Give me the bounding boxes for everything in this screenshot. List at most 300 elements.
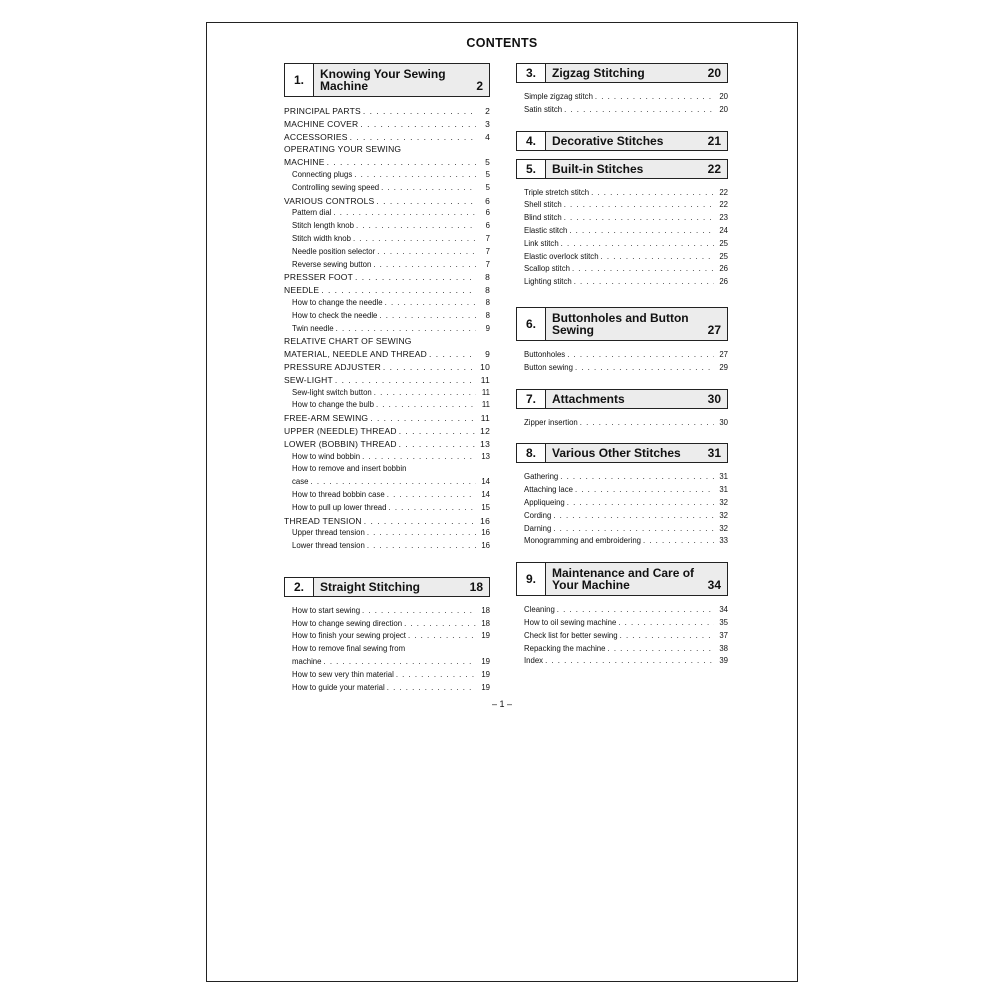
entry-title: PRESSURE ADJUSTER <box>284 361 381 372</box>
toc-entry <box>284 220 490 233</box>
dot-leader <box>321 284 476 297</box>
entry-title: MACHINE <box>284 157 325 168</box>
toc-entry <box>284 387 490 400</box>
section-number: 4. <box>517 132 546 150</box>
dot-leader <box>335 374 476 387</box>
section-title: Straight Stitching <box>320 579 420 594</box>
toc-entry <box>284 605 490 618</box>
section-entries-1 <box>284 105 490 553</box>
entry-page: 31 <box>719 472 728 482</box>
entry-title: Gathering <box>524 472 559 482</box>
dot-leader <box>377 246 476 259</box>
section-page: 27 <box>707 322 721 337</box>
left-column <box>284 63 490 708</box>
section-page: 20 <box>707 66 721 80</box>
section-number: 1. <box>285 64 314 96</box>
toc-entry <box>284 348 490 361</box>
toc-entry <box>284 656 490 669</box>
entry-title: Zipper insertion <box>524 417 578 427</box>
dot-leader <box>362 605 476 618</box>
toc-entry <box>516 497 728 510</box>
section-entries-5 <box>516 187 728 289</box>
entry-page: 20 <box>719 104 728 114</box>
entry-title: How to oil sewing machine <box>524 617 617 627</box>
entry-title: How to change the bulb <box>292 400 374 410</box>
toc-entry <box>284 284 490 297</box>
toc-entry <box>284 399 490 412</box>
entry-page: 11 <box>480 374 490 385</box>
toc-entry <box>516 199 728 212</box>
dot-leader <box>564 104 714 117</box>
section-heading-7 <box>516 389 728 409</box>
entry-title: How to change the needle <box>292 297 383 307</box>
toc-entry <box>284 502 490 515</box>
entry-title: Lower thread tension <box>292 541 365 551</box>
entry-title: THREAD TENSION <box>284 515 362 526</box>
dot-leader <box>601 251 714 264</box>
dot-leader <box>379 310 476 323</box>
dot-leader <box>607 643 714 656</box>
page-title: CONTENTS <box>466 36 538 50</box>
entry-title: Link stitch <box>524 238 559 248</box>
entry-title: FREE-ARM SEWING <box>284 413 369 424</box>
entry-title: How to start sewing <box>292 605 361 615</box>
section-page: 34 <box>707 578 721 593</box>
entry-page: 38 <box>719 643 728 653</box>
entry-title: How to sew very thin material <box>292 669 394 679</box>
toc-entry <box>516 471 728 484</box>
section-title: Buttonholes and Button Sewing <box>552 310 689 337</box>
entry-page: 5 <box>485 169 490 179</box>
dot-leader <box>356 220 476 233</box>
entry-page: 14 <box>481 489 490 499</box>
entry-page: 8 <box>485 285 490 296</box>
toc-entry <box>516 523 728 536</box>
section-entries-3 <box>516 91 728 117</box>
dot-leader <box>429 348 476 361</box>
dot-leader <box>575 484 714 497</box>
toc-entry <box>284 669 490 682</box>
dot-leader <box>353 233 476 246</box>
dot-leader <box>374 387 476 400</box>
dot-leader <box>618 617 714 630</box>
toc-entry <box>516 349 728 362</box>
section-page: 30 <box>707 391 721 406</box>
entry-title: case <box>292 477 309 487</box>
entry-title: Cording <box>524 510 552 520</box>
entry-title: Twin needle <box>292 323 334 333</box>
entry-title: How to remove and insert bobbin <box>292 464 407 474</box>
section-entries-6 <box>516 349 728 375</box>
entry-title: UPPER (NEEDLE) THREAD <box>284 425 397 436</box>
entry-title: How to remove final sewing from <box>292 644 406 654</box>
entry-page: 19 <box>481 657 490 667</box>
section-entries-9 <box>516 604 728 668</box>
entry-title: How to change sewing direction <box>292 618 403 628</box>
section-title: Zigzag Stitching <box>552 66 645 80</box>
dot-leader <box>553 523 714 536</box>
entry-page: 11 <box>481 400 490 410</box>
dot-leader <box>564 199 714 212</box>
dot-leader <box>360 118 476 131</box>
entry-title: ACCESSORIES <box>284 131 348 142</box>
dot-leader <box>564 212 714 225</box>
dot-leader <box>396 669 476 682</box>
entry-page: 32 <box>719 523 728 533</box>
toc-entry <box>516 362 728 375</box>
entry-title: Lighting stitch <box>524 277 572 287</box>
dot-leader <box>387 682 476 695</box>
dot-leader <box>376 195 476 208</box>
dot-leader <box>385 297 476 310</box>
entry-title: Monogramming and embroidering <box>524 536 642 546</box>
toc-entry <box>516 484 728 497</box>
entry-page: 7 <box>485 233 490 243</box>
entry-page: 34 <box>719 605 728 615</box>
entry-page: 32 <box>719 510 728 520</box>
section-number: 7. <box>517 390 546 408</box>
toc-entry <box>516 604 728 617</box>
entry-title: Stitch width knob <box>292 233 351 243</box>
toc-entry <box>516 276 728 289</box>
toc-entry <box>284 233 490 246</box>
entry-page: 7 <box>485 259 490 269</box>
section-heading-4 <box>516 131 728 151</box>
toc-entry <box>284 271 490 284</box>
toc-entry <box>516 655 728 668</box>
dot-leader <box>580 417 714 430</box>
section-heading-9 <box>516 562 728 596</box>
entry-title: Elastic stitch <box>524 225 568 235</box>
entry-page: 26 <box>719 264 728 274</box>
dot-leader <box>350 131 476 144</box>
entry-page: 10 <box>480 361 490 372</box>
section-heading-2 <box>284 577 490 597</box>
toc-entry <box>516 510 728 523</box>
entry-page: 22 <box>719 200 728 210</box>
toc-entry <box>284 489 490 502</box>
dot-leader <box>595 91 714 104</box>
entry-page: 18 <box>481 618 490 628</box>
dot-leader <box>408 630 476 643</box>
entry-page: 33 <box>719 536 728 546</box>
toc-entry <box>284 310 490 323</box>
entry-page: 30 <box>719 417 728 427</box>
toc-entry <box>284 374 490 387</box>
dot-leader <box>310 476 476 489</box>
toc-entry <box>284 169 490 182</box>
entry-title: Pattern dial <box>292 208 332 218</box>
entry-title: Button sewing <box>524 362 573 372</box>
toc-entry <box>284 156 490 169</box>
entry-title: How to guide your material <box>292 682 385 692</box>
entry-page: 8 <box>485 310 490 320</box>
dot-leader <box>388 502 476 515</box>
dot-leader <box>560 471 714 484</box>
toc-entry <box>516 104 728 117</box>
section-page: 31 <box>707 446 721 461</box>
page-number: – 1 – <box>491 699 513 709</box>
entry-page: 9 <box>485 323 490 333</box>
entry-title: Appliqueing <box>524 497 565 507</box>
entry-page: 16 <box>480 515 490 526</box>
entry-title: Controlling sewing speed <box>292 182 380 192</box>
entry-page: 2 <box>485 106 490 116</box>
entry-title: RELATIVE CHART OF SEWING <box>284 336 412 347</box>
section-entries-2 <box>284 605 490 695</box>
toc-entry <box>284 259 490 272</box>
section-page: 21 <box>707 133 721 148</box>
toc-entry <box>284 451 490 464</box>
entry-title: Needle position selector <box>292 246 376 256</box>
section-title: Knowing Your Sewing Machine <box>320 67 446 93</box>
entry-title: Darning <box>524 523 552 533</box>
entry-title: machine <box>292 657 322 667</box>
toc-entry <box>516 212 728 225</box>
section-heading-6 <box>516 307 728 341</box>
entry-page: 13 <box>480 438 490 449</box>
toc-entry <box>284 323 490 336</box>
entry-page: 6 <box>485 221 490 231</box>
entry-page: 15 <box>481 502 490 512</box>
entry-title: How to pull up lower thread <box>292 502 387 512</box>
entry-title: Triple stretch stitch <box>524 187 590 197</box>
entry-page: 6 <box>485 195 490 206</box>
entry-page: 12 <box>480 425 490 436</box>
entry-title: LOWER (BOBBIN) THREAD <box>284 438 397 449</box>
entry-title: NEEDLE <box>284 285 320 296</box>
entry-page: 4 <box>485 131 490 142</box>
toc-entry <box>284 297 490 310</box>
entry-page: 25 <box>719 251 728 261</box>
entry-title: OPERATING YOUR SEWING <box>284 144 402 155</box>
entry-title: Satin stitch <box>524 104 563 114</box>
dot-leader <box>575 362 714 375</box>
toc-entry <box>284 630 490 643</box>
toc-entry <box>516 251 728 264</box>
entry-page: 32 <box>719 497 728 507</box>
toc-entry <box>284 463 490 476</box>
dot-leader <box>336 323 476 336</box>
entry-title: Buttonholes <box>524 349 566 359</box>
toc-entry <box>284 246 490 259</box>
toc-entry <box>284 540 490 553</box>
entry-page: 31 <box>719 485 728 495</box>
entry-page: 6 <box>485 208 490 218</box>
section-entries-8 <box>516 471 728 548</box>
entry-title: SEW-LIGHT <box>284 374 333 385</box>
manual-page <box>206 22 798 982</box>
entry-page: 7 <box>485 246 490 256</box>
entry-page: 16 <box>481 528 490 538</box>
toc-entry <box>284 118 490 131</box>
entry-page: 9 <box>485 349 490 360</box>
entry-page: 11 <box>481 387 490 397</box>
entry-title: How to finish your sewing project <box>292 631 406 641</box>
dot-leader <box>620 630 714 643</box>
dot-leader <box>323 656 476 669</box>
toc-entry <box>284 143 490 156</box>
entry-title: Elastic overlock stitch <box>524 251 599 261</box>
entry-page: 25 <box>719 238 728 248</box>
dot-leader <box>574 276 714 289</box>
dot-leader <box>363 105 476 118</box>
section-number: 2. <box>285 578 314 596</box>
entry-title: MATERIAL, NEEDLE AND THREAD <box>284 349 428 360</box>
section-entries-7 <box>516 417 728 430</box>
dot-leader <box>569 225 714 238</box>
dot-leader <box>362 451 476 464</box>
entry-page: 35 <box>719 617 728 627</box>
entry-page: 5 <box>485 157 490 168</box>
dot-leader <box>567 349 714 362</box>
dot-leader <box>373 259 476 272</box>
entry-title: How to thread bobbin case <box>292 489 385 499</box>
toc-entry <box>516 535 728 548</box>
section-heading-5 <box>516 159 728 179</box>
entry-page: 5 <box>485 182 490 192</box>
entry-title: Check list for better sewing <box>524 630 618 640</box>
toc-entry <box>284 643 490 656</box>
toc-entry <box>284 335 490 348</box>
entry-title: MACHINE COVER <box>284 118 359 129</box>
entry-title: Connecting plugs <box>292 169 353 179</box>
section-page: 22 <box>707 161 721 176</box>
toc-entry <box>516 643 728 656</box>
section-title: Built-in Stitches <box>552 161 644 176</box>
entry-page: 23 <box>719 213 728 223</box>
toc-entry <box>284 195 490 208</box>
section-title: Attachments <box>552 391 625 406</box>
section-page: 18 <box>469 579 483 594</box>
dot-leader <box>591 187 714 200</box>
entry-title: VARIOUS CONTROLS <box>284 195 375 206</box>
toc-entry <box>284 618 490 631</box>
entry-title: Cleaning <box>524 605 555 615</box>
section-heading-8 <box>516 443 728 463</box>
section-title: Maintenance and Care of Your Machine <box>552 566 695 593</box>
entry-title: Stitch length knob <box>292 221 354 231</box>
dot-leader <box>354 169 476 182</box>
dot-leader <box>333 207 476 220</box>
toc-entry <box>516 617 728 630</box>
dot-leader <box>381 182 476 195</box>
section-page: 2 <box>476 79 483 93</box>
dot-leader <box>383 361 476 374</box>
toc-entry <box>284 515 490 528</box>
dot-leader <box>364 515 476 528</box>
toc-entry <box>516 417 728 430</box>
entry-page: 24 <box>719 225 728 235</box>
toc-entry <box>516 238 728 251</box>
toc-entry <box>284 361 490 374</box>
section-heading-3 <box>516 63 728 83</box>
entry-page: 8 <box>485 297 490 307</box>
entry-page: 19 <box>481 682 490 692</box>
entry-page: 13 <box>481 451 490 461</box>
section-number: 5. <box>517 160 546 178</box>
section-number: 6. <box>517 308 546 340</box>
dot-leader <box>399 438 476 451</box>
dot-leader <box>557 604 714 617</box>
entry-title: Shell stitch <box>524 200 562 210</box>
dot-leader <box>376 399 476 412</box>
section-title: Decorative Stitches <box>552 133 664 148</box>
entry-page: 37 <box>719 630 728 640</box>
entry-title: Blind stitch <box>524 213 562 223</box>
entry-page: 16 <box>481 541 490 551</box>
dot-leader <box>367 540 476 553</box>
entry-title: PRINCIPAL PARTS <box>284 106 361 116</box>
dot-leader <box>370 412 476 425</box>
section-heading-1 <box>284 63 490 97</box>
toc-entry <box>284 438 490 451</box>
toc-entry <box>284 682 490 695</box>
toc-entry <box>516 630 728 643</box>
entry-page: 39 <box>719 656 728 666</box>
entry-page: 19 <box>481 631 490 641</box>
entry-page: 3 <box>485 118 490 129</box>
toc-entry <box>284 476 490 489</box>
dot-leader <box>367 527 476 540</box>
entry-page: 11 <box>480 413 490 424</box>
entry-page: 27 <box>719 349 728 359</box>
toc-entry <box>284 412 490 425</box>
dot-leader <box>327 156 476 169</box>
entry-title: Scallop stitch <box>524 264 570 274</box>
dot-leader <box>387 489 476 502</box>
toc-entry <box>516 225 728 238</box>
section-number: 8. <box>517 444 546 462</box>
entry-title: Repacking the machine <box>524 643 606 653</box>
dot-leader <box>545 655 714 668</box>
section-number: 9. <box>517 563 546 595</box>
toc-entry <box>284 527 490 540</box>
toc-entry <box>284 182 490 195</box>
toc-entry <box>516 91 728 104</box>
entry-page: 8 <box>485 272 490 283</box>
entry-title: Simple zigzag stitch <box>524 92 593 101</box>
dot-leader <box>355 271 476 284</box>
toc-entry <box>284 207 490 220</box>
toc-entry <box>516 263 728 276</box>
entry-page: 14 <box>481 477 490 487</box>
entry-title: Reverse sewing button <box>292 259 372 269</box>
dot-leader <box>572 263 714 276</box>
entry-page: 20 <box>719 92 728 101</box>
entry-page: 29 <box>719 362 728 372</box>
toc-entry <box>516 187 728 200</box>
right-column <box>516 63 728 682</box>
entry-page: 19 <box>481 669 490 679</box>
entry-page: 18 <box>481 605 490 615</box>
entry-title: PRESSER FOOT <box>284 272 353 283</box>
entry-title: Sew-light switch button <box>292 387 372 397</box>
toc-entry <box>284 131 490 144</box>
section-title: Various Other Stitches <box>552 446 681 461</box>
entry-title: How to wind bobbin <box>292 451 361 461</box>
entry-title: Index <box>524 656 544 666</box>
entry-page: 26 <box>719 277 728 287</box>
toc-entry <box>284 425 490 438</box>
entry-page: 22 <box>719 187 728 197</box>
dot-leader <box>561 238 714 251</box>
dot-leader <box>567 497 714 510</box>
dot-leader <box>404 618 476 631</box>
dot-leader <box>399 425 476 438</box>
section-number: 3. <box>517 64 546 82</box>
entry-title: Attaching lace <box>524 485 573 495</box>
